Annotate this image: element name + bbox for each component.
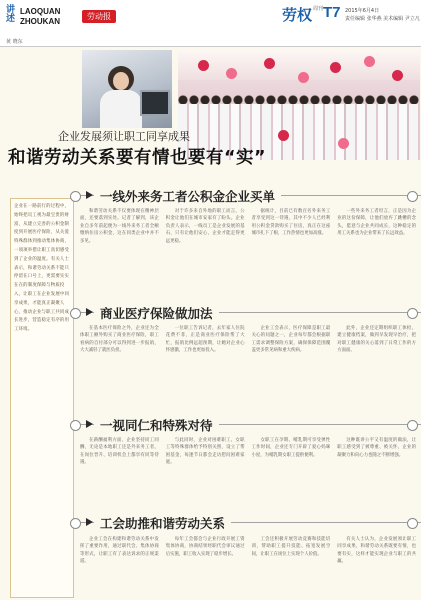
newspaper-badge — [82, 10, 116, 23]
text-column: 企业工会在构建和谐劳动关系中发挥了重要作用，通过职代会、集体协商等形式，让职工有了表达诉求的正规渠道。 — [80, 537, 159, 565]
text-column: 每年工会都会与企业行政开展工资集体协商，协商结果经职代会审议通过后实施，职工收入实现了稳步增长。 — [165, 537, 245, 557]
column-logo — [6, 6, 76, 28]
balloon — [364, 56, 375, 67]
column-name-cn: 讲述 — [6, 5, 16, 24]
text-column: 和谐劳动关系不仅要体现在精神层面，还要落到实处。记者了解到，该企业自多年前起便为一线外来务工者全额缴纳住房公积金，这在同类企业中并不多见。 — [80, 209, 159, 244]
arrow-icon — [86, 518, 93, 526]
section-title: 商业医疗保险做加法 — [94, 304, 219, 322]
section-body — [80, 325, 416, 411]
text-column: 女职工在孕期、哺乳期可享受弹性工作时间，企业还专门开辟了爱心妈咪小屋，为哺乳期女职工提供便利。 — [251, 438, 331, 458]
text-column: 工会还积极开展劳动竞赛和技能培训，帮助职工提升技能、拓宽发展空间，让职工在岗位上实现个人价值。 — [251, 537, 331, 557]
balloon — [278, 130, 289, 141]
intro-sidebar — [10, 198, 74, 598]
section-heading — [72, 302, 421, 322]
computer-monitor — [140, 90, 170, 116]
article-kicker: 企业发展须让职工同享成果 — [58, 130, 190, 143]
section-heading — [72, 414, 421, 434]
column-name-en-line1: LAOQUAN — [20, 7, 61, 16]
arrow-icon — [86, 308, 93, 316]
arrow-icon — [86, 191, 93, 199]
balloon — [198, 60, 209, 71]
text-column: 这种既讲公平又有温度的做法，让职工感受到了被尊重、被关怀，企业的凝聚力和向心力也随之不断增强。 — [337, 438, 416, 458]
section-name: 劳权 — [282, 6, 313, 24]
section-title: 工会助推和谐劳动关系 — [94, 514, 231, 532]
balloon — [330, 62, 341, 73]
text-column: 据统计，目前已有数百名外来务工者享受到这一待遇，其中不少人已经利用公积金贷款购买了住房，真正在这座城市扎下了根，工作热情也更加高涨。 — [251, 209, 331, 237]
balloon — [264, 58, 275, 69]
worker-body — [100, 90, 142, 128]
office-photo — [82, 50, 172, 128]
text-column: 一些外来务工者坦言，正是因为企业的这份保障，让他们放弃了跳槽的念头，愿意与企业共同成长，这种稳定的用工关系也为企业带来了长远效益。 — [337, 209, 416, 237]
arrow-icon — [86, 420, 93, 428]
text-column: 有关人士认为，企业发展须让职工同享成果，和谐劳动关系既要有情，也要有实，这样才能实现企业与职工的共赢。 — [337, 537, 416, 565]
section-title: 一视同仁和特殊对待 — [94, 416, 219, 434]
text-column: 在基本医疗保险之外，企业还为全体职工额外购买了商业医疗保险，职工看病的自付部分可以得到进一步报销，大大减轻了就医负担。 — [80, 326, 159, 354]
issue-date: 2015年6月4日 — [345, 8, 380, 14]
text-column: 此外，企业还定期组织职工体检，建立健康档案，做到早发现早治疗，把对职工健康的关心落到了日常工作的方方面面。 — [337, 326, 416, 354]
balloon — [338, 138, 349, 149]
worker-face — [113, 72, 129, 90]
balloon — [226, 68, 237, 79]
page-number: T7 — [323, 4, 341, 21]
balloon — [298, 72, 309, 83]
balloon — [392, 70, 403, 81]
section-title: 一线外来务工者公积金企业买单 — [94, 187, 281, 205]
column-name-en-line2: ZHOUKAN — [20, 17, 60, 26]
text-column: 一位职工告诉记者，去年家人住院花费不菲，正是商业医疗保险帮了大忙，报销比例远超预期，让她对企业心怀感激，工作也更加投入。 — [165, 326, 245, 354]
byline: 黄 晓东 — [6, 39, 23, 45]
text-column: 与此同时，企业对困难职工、女职工等特殊群体给予特别关照，设立了帮困基金，每逢节日都会走访慰问困难家庭。 — [165, 438, 245, 466]
section-body — [80, 437, 416, 511]
section-body — [80, 536, 416, 598]
text-column: 对于许多来自外地的职工而言，公积金让他们在城市安家有了盼头。企业负责人表示，一线员工是企业发展的基石，只有让他们安心，企业才能走得更远更稳。 — [165, 209, 245, 244]
text-column: 在薪酬福利方面，企业坚持同工同酬，无论是本地职工还是外来务工者，在岗位晋升、培训机会上都享有同等待遇。 — [80, 438, 159, 466]
section-subtitle: 周刊 — [313, 6, 324, 12]
newspaper-badge-text: 劳动报 — [87, 12, 111, 21]
article-headline: 和谐劳动关系要有情也要有“实” — [8, 148, 267, 168]
page-header — [0, 0, 421, 47]
section-heading — [72, 185, 421, 205]
section-heading — [72, 512, 421, 532]
text-column: 企业工会表示，医疗保障是职工最关心的问题之一，企业每年都会根据职工需求调整保险方案，确保保障范围覆盖更多常见病和重大疾病。 — [251, 326, 331, 354]
editor-credits: 责任编辑 张华燕 美术编辑 尹立凡 — [345, 16, 420, 22]
section-body — [80, 208, 416, 296]
intro-text: 企业在一路前行的过程中，始终把员工视为最宝贵的财富，从建立完善的公积金制度到开展医疗保险，从关爱特殊群体到推动集体协商，一项项举措让职工真切感受到了企业的温度。有关人士表示，和谐劳动关系不能只停留在口号上，更需要实实在在的制度保障与物质投入，让职工在企业发展中同享成果，才能真正凝聚人心，推动企业与职工共同成长进步，营造稳定有序的用工环境。 — [14, 204, 70, 333]
